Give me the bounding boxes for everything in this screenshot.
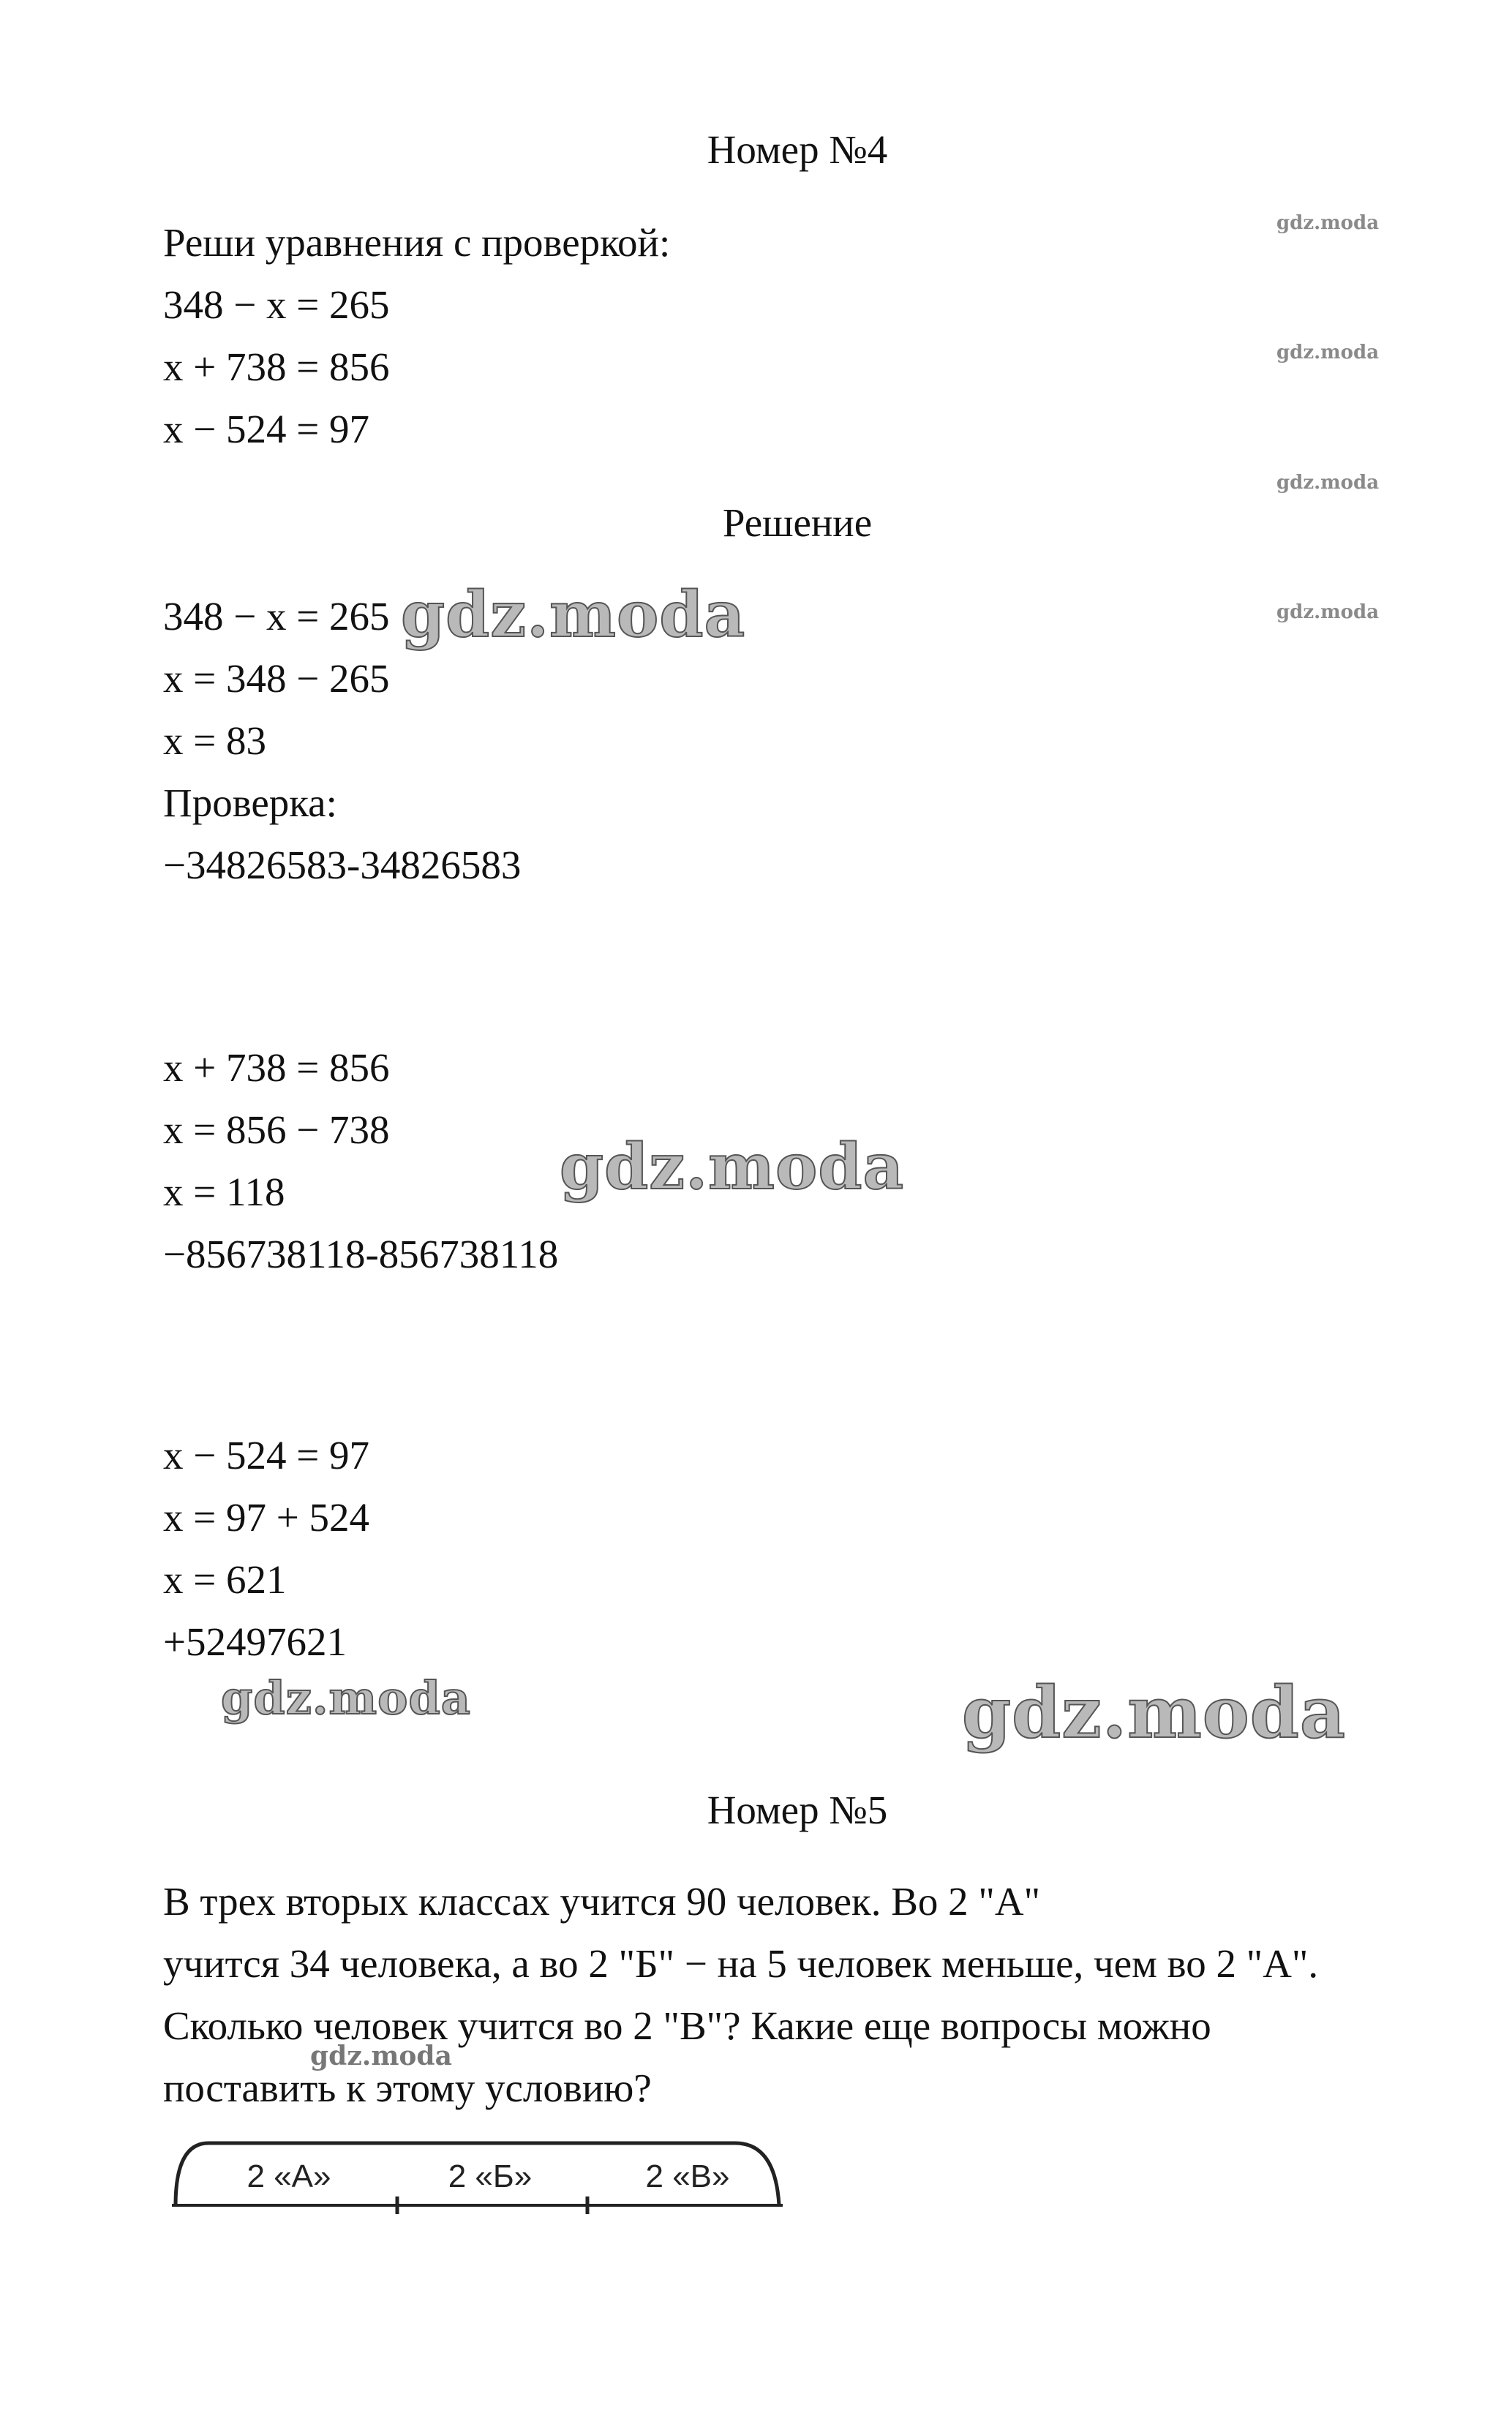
solution3-line: x = 97 + 524 [163,1495,370,1540]
watermark: gdz.moda [962,1671,1347,1754]
watermark: gdz.moda [310,2041,452,2071]
solution2-line: x = 118 [163,1170,285,1214]
watermark: gdz.moda [1276,212,1380,234]
watermark: gdz.moda [401,578,746,652]
task5-heading: Номер №5 [707,1788,888,1832]
task5-text-line: поставить к этому условию? [163,2066,652,2110]
solution3-line: x − 524 = 97 [163,1433,370,1477]
segment-label-a: 2 «А» [247,2158,331,2194]
task5-text-line: Сколько человек учится во 2 "В"? Какие еще вопросы можно [163,2003,1211,2048]
solution2-line: x + 738 = 856 [163,1045,390,1090]
segment-diagram [165,2132,794,2227]
equation-3: x − 524 = 97 [163,407,370,451]
check-line: −856738118-856738118 [163,1232,559,1276]
solution1-line: 348 − x = 265 [163,594,390,639]
equation-2: x + 738 = 856 [163,345,390,389]
check-label: Проверка: [163,780,337,825]
watermark: gdz.moda [1276,601,1380,623]
solution1-line: x = 348 − 265 [163,656,390,701]
solution1-line: x = 83 [163,718,267,763]
watermark: gdz.moda [560,1130,905,1204]
segment-label-b: 2 «Б» [448,2158,533,2194]
segment-label-v: 2 «В» [645,2158,730,2194]
solution-heading: Решение [722,500,873,545]
equation-1: 348 − x = 265 [163,282,390,327]
solution3-line: x = 621 [163,1557,287,1602]
task4-statement: Реши уравнения с проверкой: [163,220,671,265]
check-line: −34826583-34826583 [163,843,522,887]
watermark: gdz.moda [221,1671,471,1725]
task5-text-line: учится 34 человека, а во 2 "Б" − на 5 человек меньше, чем во 2 "А". [163,1941,1319,1986]
watermark: gdz.moda [1276,472,1380,494]
solution2-line: x = 856 − 738 [163,1107,390,1152]
task5-text-line: В трех вторых классах учится 90 человек. Во 2 "А" [163,1879,1041,1924]
check-line: +52497621 [163,1619,347,1664]
watermark: gdz.moda [1276,342,1380,364]
task4-heading: Номер №4 [707,127,888,172]
